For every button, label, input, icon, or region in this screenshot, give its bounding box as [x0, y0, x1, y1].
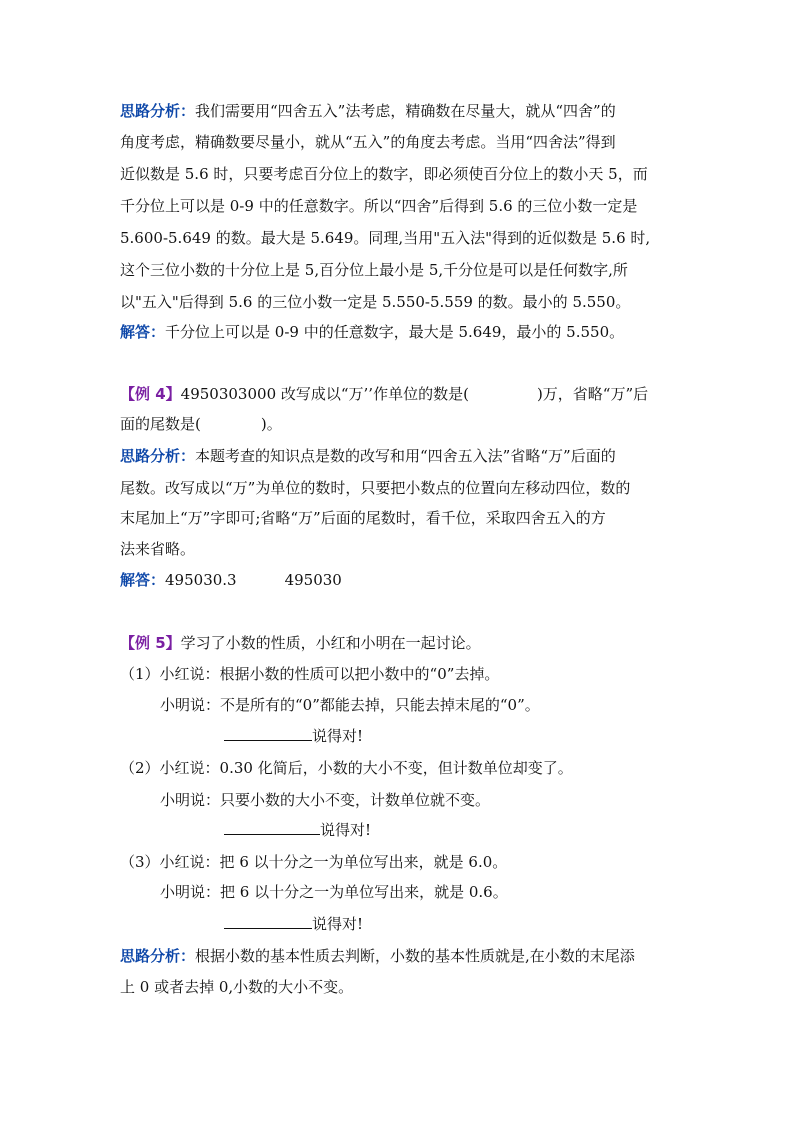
example-4-question-line-1: 【例 4】4950303000 改写成以“万’’作单位的数是( )万，省略“万”后 — [120, 385, 649, 403]
analysis-paragraph-1-line-6: 这个三位小数的十分位上是 5,百分位上最小是 5,千分位是可以是任何数字,所 — [120, 261, 628, 279]
example-4-answer-line — [120, 570, 680, 590]
analysis-paragraph-1-line-4: 千分位上可以是 0-9 中的任意数字。所以“四舍”后得到 5.6 的三位小数一定是 — [120, 197, 638, 215]
analysis-paragraph-1-line-7: 以"五入"后得到 5.6 的三位小数一定是 5.550-5.559 的数。最小的 5.550。 — [120, 293, 631, 311]
example-5-item-1-xiaoming: 小明说：不是所有的“0”都能去掉，只能去掉末尾的“0”。 — [160, 696, 540, 714]
example-4-analysis-line-1: 思路分析：本题考查的知识点是数的改写和用“四舍五入法”省略“万”后面的 — [120, 447, 616, 465]
answer-value-a: 495030.3 — [165, 571, 237, 589]
example-5-item-2-xiaohong: （2）小红说：0.30 化简后，小数的大小不变，但计数单位却变了。 — [120, 759, 573, 777]
fill-in-blank[interactable] — [224, 726, 312, 741]
fill-in-blank[interactable] — [224, 820, 320, 835]
answer-label: 解答： — [120, 571, 166, 589]
example-4-question-line-2: 面的尾数是( )。 — [120, 415, 282, 433]
example-5-question-line: 【例 5】学习了小数的性质，小红和小明在一起讨论。 — [120, 634, 481, 652]
example-5-item-2-xiaoming: 小明说：只要小数的大小不变，计数单位就不变。 — [160, 791, 491, 809]
example-5-item-1-blank-line: 说得对! — [224, 726, 784, 746]
example-5-label: 【例 5】 — [120, 634, 181, 652]
answer-label: 解答： — [120, 323, 166, 341]
example-4-analysis-line-3: 末尾加上“万”字即可;省略“万”后面的尾数时，看千位，采取四舍五入的方 — [120, 509, 606, 527]
example-5-item-1-xiaohong: （1）小红说：根据小数的性质可以把小数中的“0”去掉。 — [120, 665, 500, 683]
example-5-item-3-xiaoming: 小明说：把 6 以十分之一为单位写出来，就是 0.6。 — [160, 883, 508, 901]
example-5-analysis-line-1: 思路分析：根据小数的基本性质去判断，小数的基本性质就是,在小数的末尾添 — [120, 947, 635, 965]
example-4-label: 【例 4】 — [120, 385, 181, 403]
answer-value-b: 495030 — [284, 571, 342, 589]
answer-line-1: 解答：千分位上可以是 0-9 中的任意数字，最大是 5.649，最小的 5.550。 — [120, 323, 625, 341]
example-4-analysis-line-4: 法来省略。 — [120, 540, 196, 558]
analysis-paragraph-1-line-2: 角度考虑，精确数要尽量小，就从“五入”的角度去考虑。当用“四舍法”得到 — [120, 133, 616, 151]
example-4-analysis-line-2: 尾数。改写成以“万”为单位的数时，只要把小数点的位置向左移动四位，数的 — [120, 479, 631, 497]
analysis-paragraph-1-line-5: 5.600-5.649 的数。最大是 5.649。同理,当用"五入法"得到的近似数是 5.6 时, — [120, 229, 651, 247]
analysis-label: 思路分析： — [120, 447, 196, 465]
analysis-label: 思路分析： — [120, 102, 196, 120]
example-5-analysis-line-2: 上 0 或者去掉 0,小数的大小不变。 — [120, 978, 354, 996]
fill-in-blank[interactable] — [224, 914, 312, 929]
example-5-item-3-xiaohong: （3）小红说：把 6 以十分之一为单位写出来，就是 6.0。 — [120, 853, 508, 871]
analysis-paragraph-1-line-1: 思路分析：我们需要用“四舍五入”法考虑，精确数在尽量大，就从“四舍”的 — [120, 102, 616, 120]
example-5-item-2-blank-line: 说得对! — [224, 820, 784, 840]
analysis-label: 思路分析： — [120, 947, 196, 965]
analysis-paragraph-1-line-3: 近似数是 5.6 时，只要考虑百分位上的数字，即必须使百分位上的数小天 5，而 — [120, 165, 648, 183]
example-5-item-3-blank-line: 说得对! — [224, 914, 784, 934]
